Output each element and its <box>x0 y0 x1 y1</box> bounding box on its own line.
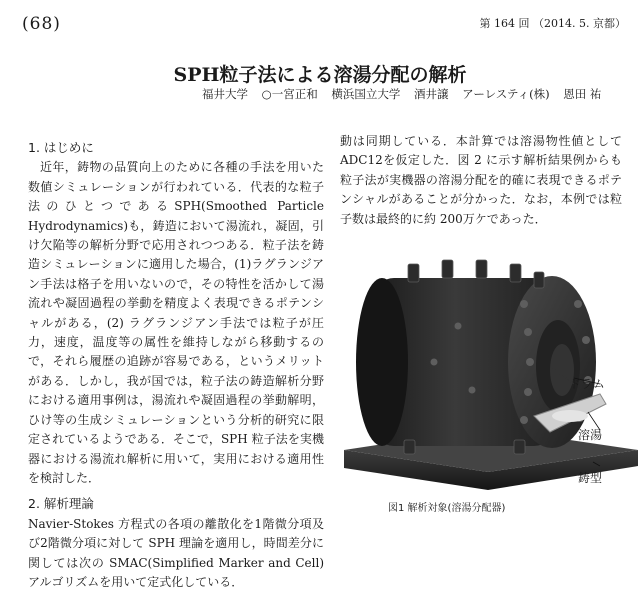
section-2-heading: 2. 解析理論 <box>28 496 94 512</box>
section-1-heading: 1. はじめに <box>28 140 94 155</box>
author-affiliation-2: 横浜国立大学 <box>331 87 401 101</box>
section-2-paragraph: Navier-Stokes 方程式の各項の離散化を1階微分項及び2階微分項に対して SPH 理論を適用し，時間差分に関しては次の SMAC(Simplified Marker and Cell)アルゴリズムを用いて定式化している． <box>28 516 324 589</box>
section-1-paragraph: 近年，鋳物の品質向上のために各種の手法を用いた数値シミュレーションが行われている．代表的な粒子法のひとつであるSPH(Smoothed Particle Hydrodynamics)も，鋳造において湯流れ，凝固，引け欠陥等の解析分野で応用されつつある．粒子法を鋳造シミュレーションに適用した場合，(1)ラグランジアン手法は格子を用いないので，その特性を活かして湯流れや凝固過程の挙動を精度よく表現できるポテンシャルがある，(2) ラグランジアン手法では粒子が圧力，速度，温度等の属性を維持しながら移動するので，それら履歴の追跡が容易である，というメリットがある．しかし，我が国では，粒子法の鋳造解析分野における適用事例は，湯流れや凝固過程の挙動解明，ひけ等の生成シミュレーションという分析的研究に限定されているようである．そこで，SPH 粒子法を実機器における湯流れ解析に用いて，実用における適用性を検討した． <box>28 160 324 485</box>
figure-label-mold: 鋳型 <box>578 471 603 485</box>
page-number: (68) <box>22 14 61 34</box>
paper-title: SPH粒子法による溶湯分配の解析 <box>173 64 467 86</box>
author-name-2: 酒井譲 <box>414 87 449 101</box>
conference-info: 第 164 回 （2014. 5. 京都） <box>479 17 626 30</box>
right-column <box>340 132 622 229</box>
author-affiliation-3: アーレスティ(株) <box>462 87 550 101</box>
right-column-paragraph: 動は同期している．本計算では溶湯物性値としてADC12を仮定した．図 2 に示す解析結果例からも粒子法が実機器の溶湯分配を的確に表現できるポテンシャルがあることが分かった．なお，本例では粒子数は最終的に約 200万ケであった． <box>340 134 622 226</box>
author-name-1: ○一宮正和 <box>261 87 318 101</box>
figure-label-melt: 溶湯 <box>578 428 603 442</box>
figure-label-drum: ドラム <box>569 377 605 391</box>
figure-drum-render <box>338 240 638 492</box>
author-name-3: 恩田 祐 <box>563 87 602 101</box>
figure-caption: 図1 解析対象(溶湯分配器) <box>388 503 506 514</box>
authors-line <box>202 86 611 102</box>
left-column <box>28 138 324 592</box>
author-affiliation-1: 福井大学 <box>202 87 248 101</box>
